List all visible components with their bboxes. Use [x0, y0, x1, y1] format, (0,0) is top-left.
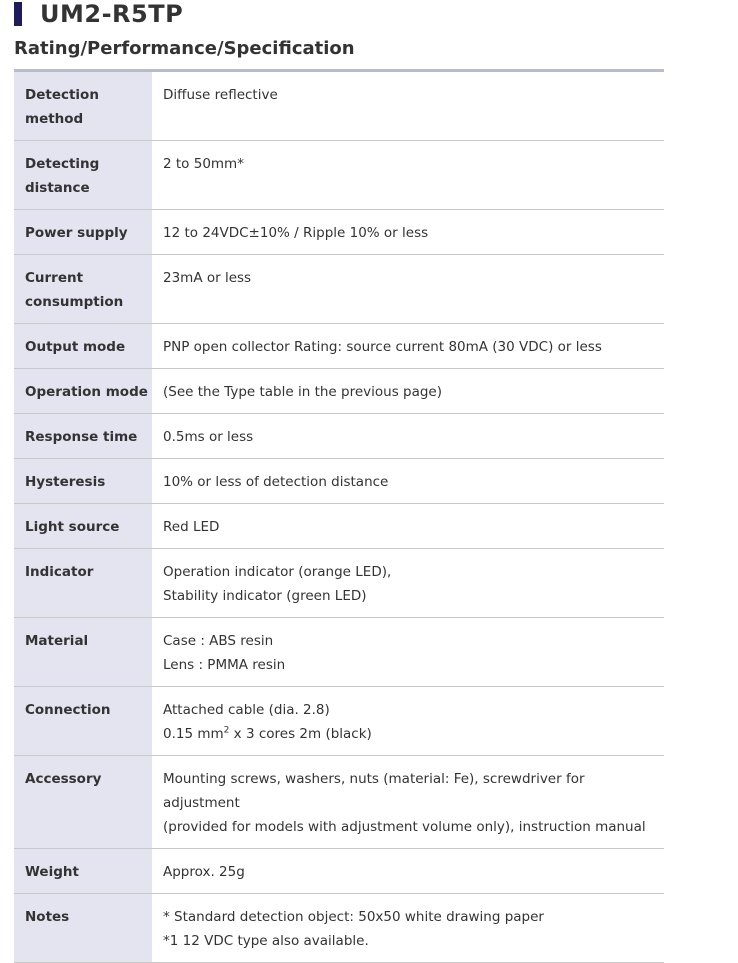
spec-value — [152, 756, 664, 849]
spec-label — [14, 849, 152, 894]
superscript-exponent: 2 — [223, 725, 230, 736]
spec-label — [14, 369, 152, 414]
spec-value — [152, 369, 664, 414]
spec-label — [14, 414, 152, 459]
spec-value — [152, 849, 664, 894]
spec-table — [14, 69, 664, 963]
spec-label-line: method — [25, 111, 84, 127]
spec-value — [152, 71, 664, 141]
spec-row — [14, 687, 664, 756]
spec-row — [14, 255, 664, 324]
spec-value-line — [163, 722, 664, 746]
spec-value — [152, 141, 664, 210]
spec-value-line: *1 12 VDC type also available. — [163, 933, 369, 949]
spec-label — [14, 756, 152, 849]
spec-label-line: distance — [25, 180, 90, 196]
spec-value — [152, 504, 664, 549]
spec-label — [14, 141, 152, 210]
spec-value — [152, 549, 664, 618]
spec-value-line: Case : ABS resin — [163, 633, 274, 649]
spec-label-line: Material — [25, 633, 89, 649]
spec-label-line: Detecting — [25, 156, 100, 172]
spec-value-line: Approx. 25g — [163, 864, 245, 880]
spec-value-line: 2 to 50mm* — [163, 156, 244, 172]
spec-value-line: 10% or less of detection distance — [163, 474, 389, 490]
spec-row — [14, 459, 664, 504]
spec-label-line: Output mode — [25, 339, 126, 355]
spec-value — [152, 210, 664, 255]
spec-row — [14, 549, 664, 618]
cable-size-text: 0.15 mm — [163, 726, 224, 742]
spec-label-line: Detection — [25, 87, 99, 103]
spec-label-line: Power supply — [25, 225, 128, 241]
spec-value-line: PNP open collector Rating: source current 80mA (30 VDC) or less — [163, 339, 602, 355]
spec-label-line: Accessory — [25, 771, 102, 787]
spec-value-line: (See the Type table in the previous page) — [163, 384, 443, 400]
spec-label-line: Indicator — [25, 564, 94, 580]
spec-value-line: 0.5ms or less — [163, 429, 254, 445]
spec-label — [14, 71, 152, 141]
spec-label-line: Connection — [25, 702, 111, 718]
spec-table-body — [14, 71, 664, 963]
spec-label — [14, 687, 152, 756]
cable-cores-text: x 3 cores 2m (black) — [229, 726, 372, 742]
spec-label — [14, 549, 152, 618]
spec-value-line: (provided for models with adjustment volume only), instruction manual — [163, 819, 646, 835]
spec-label-line: Weight — [25, 864, 79, 880]
spec-label-line: Hysteresis — [25, 474, 106, 490]
spec-row — [14, 504, 664, 549]
section-heading: Rating/Performance/Specification — [14, 38, 355, 59]
spec-value-line: Stability indicator (green LED) — [163, 588, 367, 604]
spec-label-line: Response time — [25, 429, 138, 445]
spec-row — [14, 141, 664, 210]
spec-row — [14, 324, 664, 369]
spec-row — [14, 618, 664, 687]
spec-row — [14, 71, 664, 141]
spec-value-line: Attached cable (dia. 2.8) — [163, 702, 330, 718]
spec-row — [14, 894, 664, 963]
spec-label-line: Notes — [25, 909, 70, 925]
spec-value-line: Diffuse reflective — [163, 87, 278, 103]
product-title — [14, 0, 183, 28]
spec-label — [14, 210, 152, 255]
spec-row — [14, 849, 664, 894]
spec-label — [14, 894, 152, 963]
spec-label-line: consumption — [25, 294, 124, 310]
spec-label — [14, 255, 152, 324]
spec-value — [152, 324, 664, 369]
spec-label-line: Light source — [25, 519, 120, 535]
spec-value — [152, 894, 664, 963]
spec-row — [14, 414, 664, 459]
spec-value-line: Operation indicator (orange LED), — [163, 564, 392, 580]
spec-row — [14, 756, 664, 849]
spec-value-line: 12 to 24VDC±10% / Ripple 10% or less — [163, 225, 429, 241]
spec-value — [152, 255, 664, 324]
spec-value — [152, 459, 664, 504]
spec-value — [152, 618, 664, 687]
spec-value — [152, 414, 664, 459]
spec-row — [14, 369, 664, 414]
spec-value-line: Lens : PMMA resin — [163, 657, 286, 673]
spec-row — [14, 210, 664, 255]
spec-label-line: Operation mode — [25, 384, 148, 400]
spec-value-line: 23mA or less — [163, 270, 252, 286]
spec-value — [152, 687, 664, 756]
title-accent-bar — [14, 2, 22, 26]
spec-label-line: Current — [25, 270, 84, 286]
spec-label — [14, 618, 152, 687]
spec-label — [14, 504, 152, 549]
spec-label — [14, 324, 152, 369]
spec-value-line: Mounting screws, washers, nuts (material: Fe), screwdriver for adjustment — [163, 771, 585, 811]
spec-value-line: * Standard detection object: 50x50 white drawing paper — [163, 909, 544, 925]
spec-value-line: Red LED — [163, 519, 220, 535]
product-title-text: UM2-R5TP — [40, 0, 184, 28]
spec-label — [14, 459, 152, 504]
